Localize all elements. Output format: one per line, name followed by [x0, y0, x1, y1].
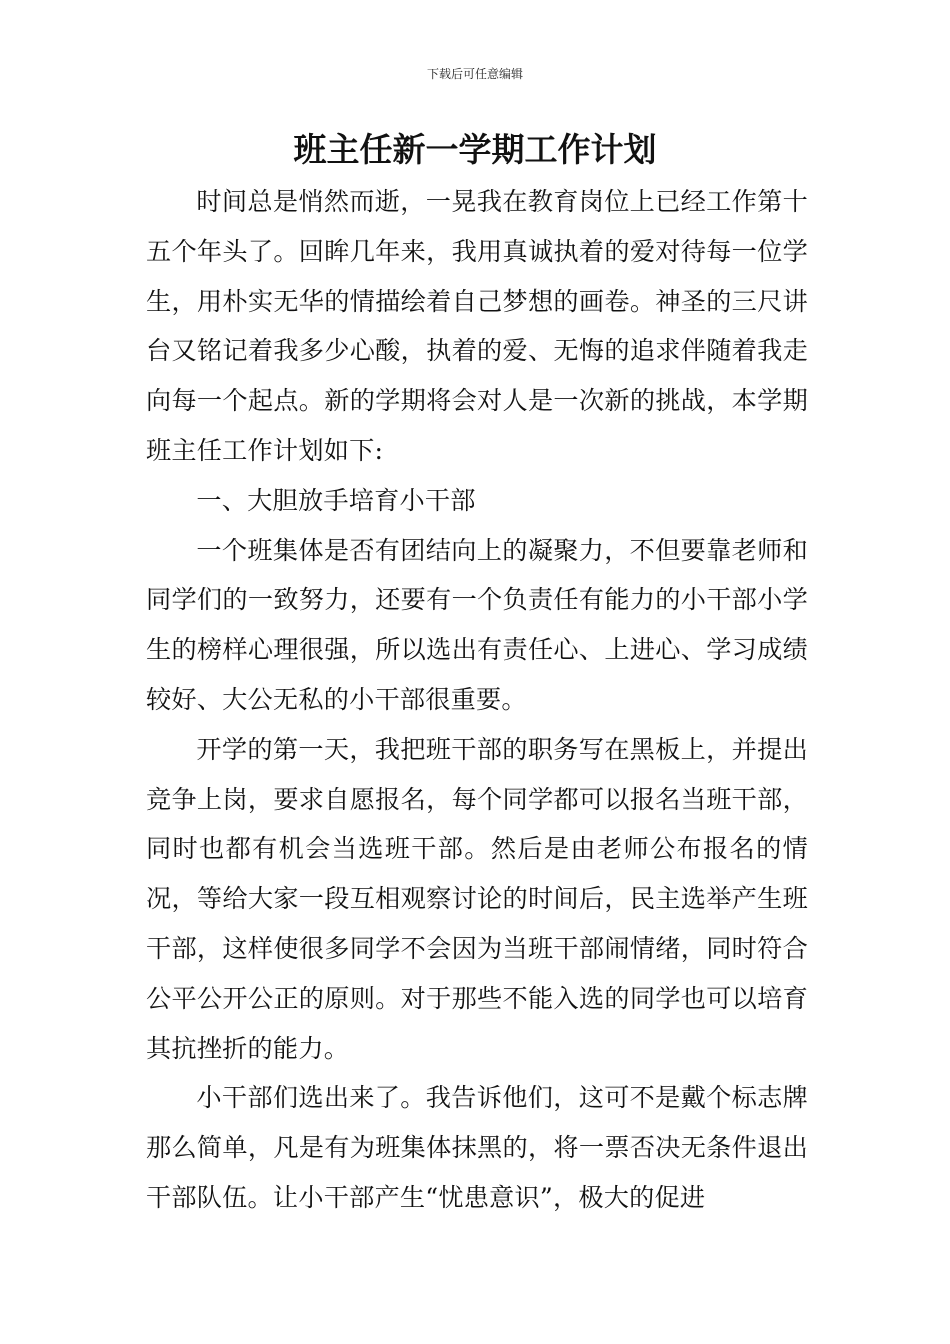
document-body: [146, 177, 808, 1223]
paragraph-cadre-importance: 一个班集体是否有团结向上的凝聚力，不但要靠老师和同学们的一致努力，还要有一个负责任有能力的小干部小学生的榜样心理很强，所以选出有责任心、上进心、学习成绩较好、大公无私的小干部很重要。: [146, 535, 808, 714]
paragraph-responsibility: 小干部们选出来了。我告诉他们，这可不是戴个标志牌那么简单，凡是有为班集体抹黑的，将一票否决无条件退出干部队伍。让小干部产生“忧患意识”，极大的促进: [146, 1083, 808, 1212]
page-header-note: 下载后可任意编辑: [426, 67, 523, 81]
document-title: 班主任新一学期工作计划: [293, 130, 657, 169]
section-heading-1: 一、大胆放手培育小干部: [196, 485, 476, 515]
paragraph-election: 开学的第一天，我把班干部的职务写在黑板上，并提出竞争上岗，要求自愿报名，每个同学都可以报名当班干部，同时也都有机会当选班干部。然后是由老师公布报名的情况，等给大家一段互相观察讨论的时间后，民主选举产生班干部，这样使很多同学不会因为当班干部闹情绪，同时符合公平公开公正的原则。对于那些不能入选的同学也可以培育其抗挫折的能力。: [146, 734, 808, 1063]
paragraph-intro: 时间总是悄然而逝，一晃我在教育岗位上已经工作第十五个年头了。回眸几年来，我用真诚执着的爱对待每一位学生，用朴实无华的情描绘着自己梦想的画卷。神圣的三尺讲台又铭记着我多少心酸，执着的爱、无悔的追求伴随着我走向每一个起点。新的学期将会对人是一次新的挑战，本学期班主任工作计划如下:: [146, 187, 808, 465]
